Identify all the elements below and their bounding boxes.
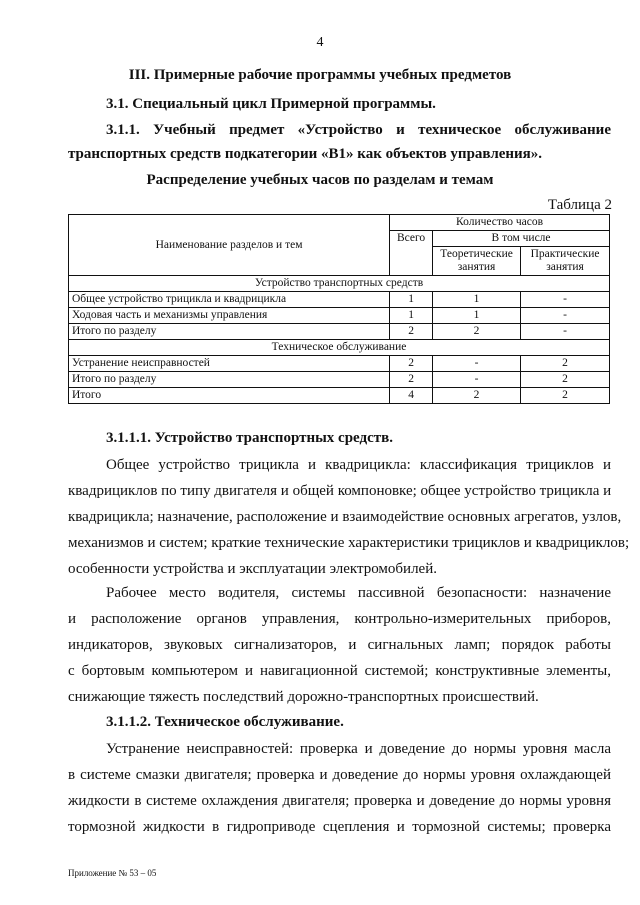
table-row: Устранение неисправностей 2 - 2 <box>69 356 610 372</box>
subsection1-title: 3.1.1.1. Устройство транспортных средств. <box>106 430 393 446</box>
paragraph-line: квадрицикла; назначение, расположение и взаимодействие основных агрегатов, узлов, <box>68 509 622 525</box>
paragraph-line: и расположение органов управления, контрольно-измерительных приборов, <box>68 611 611 627</box>
cycle-title: 3.1. Специальный цикл Примерной программы. <box>106 96 436 112</box>
section-row: Техническое обслуживание <box>69 340 610 356</box>
paragraph-line: механизмов и систем; краткие технические характеристики трициклов и квадрициклов; <box>68 535 630 551</box>
header-total: Всего <box>390 231 433 276</box>
table-row: Итого по разделу 2 - 2 <box>69 372 610 388</box>
subject-title-line2: транспортных средств подкатегории «B1» как объектов управления». <box>68 146 543 162</box>
subsection2-title: 3.1.1.2. Техническое обслуживание. <box>106 714 344 730</box>
table-caption: Таблица 2 <box>547 197 612 213</box>
paragraph-line: жидкости в системе охлаждения двигателя; проверка и доведение до нормы уровня <box>68 793 611 809</box>
header-name: Наименование разделов и тем <box>69 215 390 276</box>
header-hours: Количество часов <box>390 215 610 231</box>
section-row: Устройство транспортных средств <box>69 276 610 292</box>
section-title: III. Примерные рабочие программы учебных предметов <box>128 67 512 83</box>
page-footer: Приложение № 53 – 05 <box>68 868 157 878</box>
paragraph-line: в системе смазки двигателя; проверка и доведение до нормы уровня охлаждающей <box>68 767 611 783</box>
table-row: Итого 4 2 2 <box>69 388 610 404</box>
hours-table <box>68 214 610 404</box>
paragraph-line: Рабочее место водителя, системы пассивной безопасности: назначение <box>106 585 611 601</box>
page-number: 4 <box>316 35 324 50</box>
paragraph-line: Устранение неисправностей: проверка и доведение до нормы уровня масла <box>106 741 611 757</box>
table-row: Ходовая часть и механизмы управления 1 1 - <box>69 308 610 324</box>
paragraph-line: особенности устройства и эксплуатации электромобилей. <box>68 561 437 577</box>
distribution-title: Распределение учебных часов по разделам и темам <box>146 172 494 188</box>
paragraph-line: квадрициклов по типу двигателя и общей компоновке; общее устройство трицикла и <box>68 483 612 499</box>
paragraph-line: тормозной жидкости в гидроприводе сцепления и тормозной системы; проверка <box>68 819 611 835</box>
subject-title-line1: 3.1.1. Учебный предмет «Устройство и техническое обслуживание <box>106 122 611 138</box>
table-row: Итого по разделу 2 2 - <box>69 324 610 340</box>
paragraph-line: индикаторов, звуковых сигнализаторов, и сигнальных ламп; порядок работы <box>68 637 611 653</box>
header-practice: Практические занятия <box>521 247 610 276</box>
header-theory: Теоретические занятия <box>433 247 521 276</box>
table-row: Общее устройство трицикла и квадрицикла 1 1 - <box>69 292 610 308</box>
header-including: В том числе <box>433 231 610 247</box>
paragraph-line: с бортовым компьютером и навигационной системой; конструктивные элементы, <box>68 663 611 679</box>
paragraph-line: снижающие тяжесть последствий дорожно-транспортных происшествий. <box>68 689 539 705</box>
paragraph-line: Общее устройство трицикла и квадрицикла: классификация трициклов и <box>106 457 611 473</box>
